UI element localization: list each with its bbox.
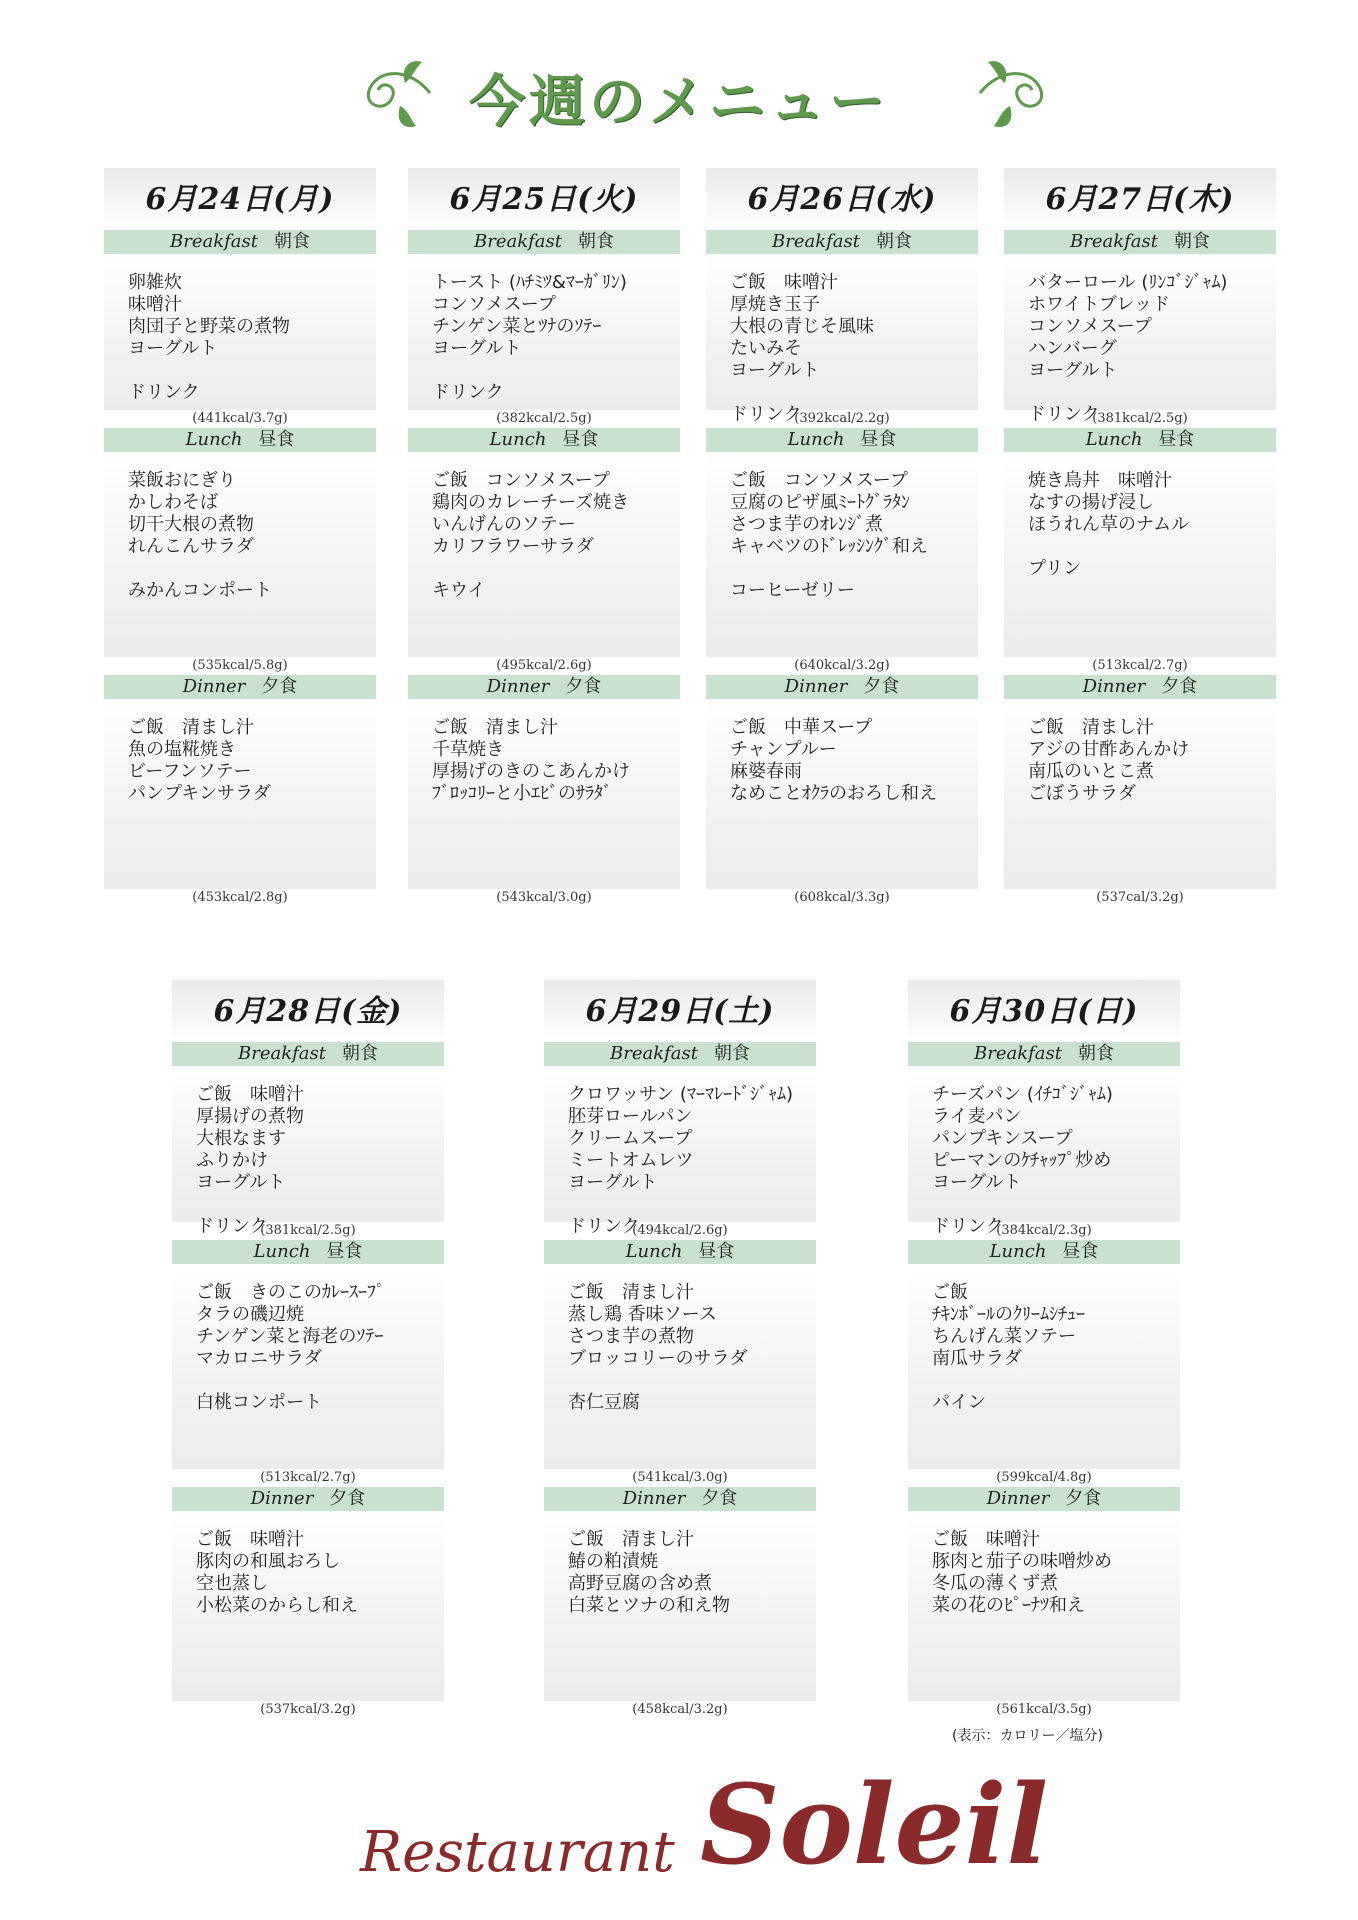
spacer bbox=[196, 1194, 444, 1216]
menu-item: ヨーグルト bbox=[1028, 360, 1118, 381]
menu-item: 麻婆春雨 bbox=[730, 761, 802, 782]
breakfast-header bbox=[908, 1042, 1180, 1066]
breakfast-label-en: Breakfast bbox=[772, 231, 860, 252]
menu-item: ドリンク bbox=[196, 1216, 268, 1237]
day-column bbox=[104, 168, 376, 907]
menu-item: 小松菜のからし和え bbox=[196, 1595, 358, 1616]
menu-item: トースト (ﾊﾁﾐﾂ&ﾏｰｶﾞﾘﾝ) bbox=[432, 272, 627, 293]
spacer bbox=[432, 360, 680, 382]
day-column bbox=[1004, 168, 1276, 907]
menu-item: コーヒーゼリー bbox=[730, 580, 855, 601]
day-column bbox=[908, 980, 1180, 1719]
menu-item: ヨーグルト bbox=[196, 1172, 286, 1193]
day-date: 6月27日(木) bbox=[1045, 182, 1235, 217]
menu-item: 菜の花のﾋﾟｰﾅﾂ和え bbox=[932, 1595, 1085, 1616]
lunch-nutrition: (495kcal/2.6g) bbox=[496, 658, 592, 673]
menu-item: ご飯 清まし汁 bbox=[568, 1282, 694, 1303]
breakfast-label-jp: 朝食 bbox=[342, 1043, 378, 1064]
lunch-nutrition: (599kcal/4.8g) bbox=[996, 1470, 1092, 1485]
dinner-nutrition: (453kcal/2.8g) bbox=[192, 890, 288, 905]
day-date: 6月29日(土) bbox=[585, 994, 775, 1029]
menu-item: アジの甘酢あんかけ bbox=[1028, 739, 1190, 760]
menu-item: ヨーグルト bbox=[568, 1172, 658, 1193]
dinner-body bbox=[908, 1511, 1180, 1701]
menu-item: パイン bbox=[932, 1392, 986, 1413]
breakfast-nutrition: (441kcal/3.7g) bbox=[192, 411, 288, 426]
day-date: 6月24日(月) bbox=[145, 182, 335, 217]
menu-item: チャンプルー bbox=[730, 739, 837, 760]
menu-item: ご飯 清まし汁 bbox=[128, 717, 254, 738]
day-header bbox=[908, 980, 1180, 1042]
lunch-label-jp: 昼食 bbox=[860, 429, 897, 450]
dinner-header bbox=[1004, 675, 1276, 699]
menu-item: 菜飯おにぎり bbox=[128, 470, 236, 491]
menu-item: 厚揚げの煮物 bbox=[196, 1106, 304, 1127]
lunch-header bbox=[1004, 428, 1276, 452]
restaurant-name: Soleil bbox=[700, 1760, 1049, 1889]
menu-item: ご飯 味噌汁 bbox=[730, 272, 838, 293]
lunch-label-jp: 昼食 bbox=[326, 1241, 363, 1262]
breakfast-nutrition: (384kcal/2.3g) bbox=[996, 1223, 1092, 1238]
menu-item: ご飯 味噌汁 bbox=[932, 1529, 1040, 1550]
menu-item: 豚肉の和風おろし bbox=[196, 1551, 340, 1572]
menu-item: マカロニサラダ bbox=[196, 1348, 322, 1369]
menu-item: 鶏肉のカレーチーズ焼き bbox=[432, 492, 630, 513]
spacer bbox=[128, 558, 376, 580]
dinner-header bbox=[544, 1487, 816, 1511]
menu-item: いんげんのソテー bbox=[432, 514, 576, 535]
menu-item: 焼き鳥丼 味噌汁 bbox=[1028, 470, 1172, 491]
breakfast-label-en: Breakfast bbox=[238, 1043, 326, 1064]
menu-item: ピーマンのｹﾁｬｯﾌﾟ炒め bbox=[932, 1150, 1112, 1171]
day-header bbox=[1004, 168, 1276, 230]
lunch-body bbox=[908, 1264, 1180, 1469]
menu-item: 南瓜サラダ bbox=[932, 1348, 1022, 1369]
menu-item: さつま芋のｵﾚﾝｼﾞ煮 bbox=[730, 514, 883, 535]
dinner-header bbox=[104, 675, 376, 699]
dinner-body bbox=[544, 1511, 816, 1701]
dinner-label-en: Dinner bbox=[250, 1488, 314, 1509]
breakfast-label-jp: 朝食 bbox=[714, 1043, 750, 1064]
spacer bbox=[1028, 382, 1276, 404]
menu-item: 豆腐のピザ風ﾐｰﾄｸﾞﾗﾀﾝ bbox=[730, 492, 910, 513]
breakfast-header bbox=[1004, 230, 1276, 254]
menu-item: たいみそ bbox=[730, 338, 802, 359]
dinner-label-jp: 夕食 bbox=[261, 676, 298, 697]
menu-item: 高野豆腐の含め煮 bbox=[568, 1573, 712, 1594]
spacer bbox=[568, 1370, 816, 1392]
lunch-header bbox=[172, 1240, 444, 1264]
lunch-label-en: Lunch bbox=[185, 429, 243, 450]
breakfast-nutrition: (381kcal/2.5g) bbox=[1092, 411, 1188, 426]
menu-item: ちんげん菜ソテー bbox=[932, 1326, 1076, 1347]
menu-item: コンソメスープ bbox=[1028, 316, 1152, 337]
menu-item: 白桃コンポート bbox=[196, 1392, 322, 1413]
menu-item: ご飯 清まし汁 bbox=[568, 1529, 694, 1550]
lunch-body bbox=[706, 452, 978, 657]
dinner-nutrition: (537cal/3.2g) bbox=[1096, 890, 1184, 905]
menu-item: ご飯 味噌汁 bbox=[196, 1529, 304, 1550]
menu-item: キャベツのﾄﾞﾚｯｼﾝｸﾞ和え bbox=[730, 536, 928, 557]
breakfast-nutrition: (382kcal/2.5g) bbox=[496, 411, 592, 426]
menu-item: 厚揚げのきのこあんかけ bbox=[432, 761, 630, 782]
lunch-body bbox=[408, 452, 680, 657]
menu-item: 千草焼き bbox=[432, 739, 504, 760]
day-column bbox=[706, 168, 978, 907]
lunch-nutrition: (640kcal/3.2g) bbox=[794, 658, 890, 673]
lunch-nutrition: (541kcal/3.0g) bbox=[632, 1470, 728, 1485]
menu-item: ドリンク bbox=[932, 1216, 1004, 1237]
spacer bbox=[128, 360, 376, 382]
dinner-label-en: Dinner bbox=[622, 1488, 686, 1509]
dinner-body bbox=[408, 699, 680, 889]
spacer bbox=[432, 558, 680, 580]
lunch-label-en: Lunch bbox=[787, 429, 845, 450]
menu-item: バターロール (ﾘﾝｺﾞｼﾞｬﾑ) bbox=[1028, 272, 1228, 293]
breakfast-label-en: Breakfast bbox=[610, 1043, 698, 1064]
dinner-body bbox=[104, 699, 376, 889]
breakfast-body bbox=[104, 254, 376, 410]
day-date: 6月25日(火) bbox=[449, 182, 639, 217]
breakfast-nutrition: (381kcal/2.5g) bbox=[260, 1223, 356, 1238]
dinner-label-jp: 夕食 bbox=[565, 676, 602, 697]
spacer bbox=[730, 558, 978, 580]
right-flourish-icon bbox=[970, 48, 1060, 138]
menu-item: 厚焼き玉子 bbox=[730, 294, 820, 315]
menu-item: 白菜とツナの和え物 bbox=[568, 1595, 730, 1616]
dinner-label-jp: 夕食 bbox=[1161, 676, 1198, 697]
spacer bbox=[730, 382, 978, 404]
menu-item: ドリンク bbox=[432, 382, 504, 403]
dinner-header bbox=[408, 675, 680, 699]
lunch-label-jp: 昼食 bbox=[698, 1241, 735, 1262]
menu-item: ライ麦パン bbox=[932, 1106, 1022, 1127]
dinner-label-en: Dinner bbox=[784, 676, 848, 697]
menu-item: ふりかけ bbox=[196, 1150, 268, 1171]
day-header bbox=[408, 168, 680, 230]
menu-item: ご飯 きのこのｶﾚｰｽｰﾌﾟ bbox=[196, 1282, 385, 1303]
menu-item: ﾌﾞﾛｯｺﾘｰと小ｴﾋﾞのｻﾗﾀﾞ bbox=[432, 783, 612, 804]
day-header bbox=[544, 980, 816, 1042]
dinner-nutrition: (561kcal/3.5g) bbox=[996, 1702, 1092, 1717]
menu-item: 豚肉と茄子の味噌炒め bbox=[932, 1551, 1112, 1572]
day-date: 6月26日(水) bbox=[747, 182, 937, 217]
menu-item: チンゲン菜とﾂﾅのｿﾃｰ bbox=[432, 316, 602, 337]
menu-item: ご飯 中華スープ bbox=[730, 717, 873, 738]
menu-item: ご飯 清まし汁 bbox=[1028, 717, 1154, 738]
breakfast-header bbox=[408, 230, 680, 254]
menu-item: かしわそば bbox=[128, 492, 218, 513]
menu-item: クロワッサン (ﾏｰﾏﾚｰﾄﾞｼﾞｬﾑ) bbox=[568, 1084, 793, 1105]
menu-item: 蒸し鶏 香味ソース bbox=[568, 1304, 717, 1325]
day-header bbox=[104, 168, 376, 230]
menu-item: チーズパン (ｲﾁｺﾞｼﾞｬﾑ) bbox=[932, 1084, 1113, 1105]
lunch-body bbox=[1004, 452, 1276, 657]
menu-item: ごぼうサラダ bbox=[1028, 783, 1136, 804]
menu-item: 魚の塩糀焼き bbox=[128, 739, 236, 760]
menu-item: ご飯 bbox=[932, 1282, 968, 1303]
lunch-header bbox=[104, 428, 376, 452]
menu-item: ご飯 コンソメスープ bbox=[432, 470, 610, 491]
menu-item: ドリンク bbox=[568, 1216, 640, 1237]
dinner-label-jp: 夕食 bbox=[863, 676, 900, 697]
dinner-header bbox=[706, 675, 978, 699]
dinner-label-jp: 夕食 bbox=[329, 1488, 366, 1509]
menu-item: みかんコンポート bbox=[128, 580, 272, 601]
menu-item: ヨーグルト bbox=[730, 360, 820, 381]
menu-item: プリン bbox=[1028, 558, 1082, 579]
dinner-header bbox=[172, 1487, 444, 1511]
breakfast-header bbox=[172, 1042, 444, 1066]
menu-item: ご飯 味噌汁 bbox=[196, 1084, 304, 1105]
legend-note: (表示：カロリー／塩分) bbox=[952, 1728, 1103, 1744]
day-column bbox=[544, 980, 816, 1719]
dinner-nutrition: (608kcal/3.3g) bbox=[794, 890, 890, 905]
menu-item: タラの磯辺焼 bbox=[196, 1304, 304, 1325]
menu-item: ドリンク bbox=[730, 404, 802, 425]
day-column bbox=[408, 168, 680, 907]
breakfast-label-en: Breakfast bbox=[974, 1043, 1062, 1064]
menu-item: ブロッコリーのサラダ bbox=[568, 1348, 748, 1369]
breakfast-nutrition: (494kcal/2.6g) bbox=[632, 1223, 728, 1238]
menu-item: 切干大根の煮物 bbox=[128, 514, 254, 535]
dinner-label-en: Dinner bbox=[182, 676, 246, 697]
spacer bbox=[932, 1194, 1180, 1216]
menu-item: カリフラワーサラダ bbox=[432, 536, 594, 557]
menu-item: パンプキンスープ bbox=[932, 1128, 1073, 1149]
breakfast-label-en: Breakfast bbox=[170, 231, 258, 252]
menu-item: なすの揚げ浸し bbox=[1028, 492, 1154, 513]
footer-brand bbox=[0, 1752, 1358, 1902]
dinner-label-en: Dinner bbox=[486, 676, 550, 697]
menu-item: れんこんサラダ bbox=[128, 536, 254, 557]
lunch-body bbox=[172, 1264, 444, 1469]
dinner-label-jp: 夕食 bbox=[701, 1488, 738, 1509]
menu-item: 南瓜のいとこ煮 bbox=[1028, 761, 1154, 782]
menu-item: ドリンク bbox=[128, 382, 200, 403]
menu-item: ミートオムレツ bbox=[568, 1150, 694, 1171]
breakfast-label-jp: 朝食 bbox=[876, 231, 912, 252]
lunch-body bbox=[544, 1264, 816, 1469]
breakfast-label-jp: 朝食 bbox=[1078, 1043, 1114, 1064]
day-header bbox=[706, 168, 978, 230]
lunch-nutrition: (535kcal/5.8g) bbox=[192, 658, 288, 673]
menu-item: ヨーグルト bbox=[128, 338, 218, 359]
menu-item: 鰆の粕漬焼 bbox=[568, 1551, 658, 1572]
lunch-nutrition: (513kcal/2.7g) bbox=[1092, 658, 1188, 673]
lunch-label-en: Lunch bbox=[989, 1241, 1047, 1262]
lunch-label-en: Lunch bbox=[489, 429, 547, 450]
breakfast-header bbox=[544, 1042, 816, 1066]
breakfast-label-jp: 朝食 bbox=[578, 231, 614, 252]
day-date: 6月30日(日) bbox=[949, 994, 1139, 1029]
day-date: 6月28日(金) bbox=[213, 994, 403, 1029]
menu-item: コンソメスープ bbox=[432, 294, 556, 315]
lunch-label-en: Lunch bbox=[625, 1241, 683, 1262]
menu-item: キウイ bbox=[432, 580, 486, 601]
breakfast-label-en: Breakfast bbox=[474, 231, 562, 252]
day-column bbox=[172, 980, 444, 1719]
menu-item: なめことｵｸﾗのおろし和え bbox=[730, 783, 937, 804]
spacer bbox=[568, 1194, 816, 1216]
dinner-nutrition: (458kcal/3.2g) bbox=[632, 1702, 728, 1717]
breakfast-body bbox=[408, 254, 680, 410]
lunch-label-jp: 昼食 bbox=[1158, 429, 1195, 450]
lunch-nutrition: (513kcal/2.7g) bbox=[260, 1470, 356, 1485]
menu-item: 空也蒸し bbox=[196, 1573, 268, 1594]
lunch-header bbox=[706, 428, 978, 452]
title-row bbox=[0, 48, 1358, 138]
dinner-label-en: Dinner bbox=[986, 1488, 1050, 1509]
lunch-header bbox=[544, 1240, 816, 1264]
menu-item: さつま芋の煮物 bbox=[568, 1326, 694, 1347]
menu-item: ヨーグルト bbox=[932, 1172, 1022, 1193]
spacer bbox=[1028, 536, 1276, 558]
menu-item: ドリンク bbox=[1028, 404, 1100, 425]
page-title: 今週のメニュー bbox=[469, 69, 889, 135]
lunch-label-jp: 昼食 bbox=[1062, 1241, 1099, 1262]
dinner-header bbox=[908, 1487, 1180, 1511]
breakfast-header bbox=[104, 230, 376, 254]
breakfast-label-jp: 朝食 bbox=[1174, 231, 1210, 252]
menu-item: ビーフンソテー bbox=[128, 761, 252, 782]
menu-item: ホワイトブレッド bbox=[1028, 294, 1171, 315]
dinner-body bbox=[706, 699, 978, 889]
restaurant-label: Restaurant bbox=[360, 1820, 675, 1885]
lunch-header bbox=[408, 428, 680, 452]
dinner-label-en: Dinner bbox=[1082, 676, 1146, 697]
day-header bbox=[172, 980, 444, 1042]
lunch-label-en: Lunch bbox=[1085, 429, 1143, 450]
menu-item: 卵雑炊 bbox=[128, 272, 182, 293]
menu-item: ハンバーグ bbox=[1028, 338, 1117, 359]
breakfast-label-jp: 朝食 bbox=[274, 231, 310, 252]
menu-item: 味噌汁 bbox=[128, 294, 182, 315]
breakfast-header bbox=[706, 230, 978, 254]
breakfast-label-en: Breakfast bbox=[1070, 231, 1158, 252]
menu-item: ご飯 コンソメスープ bbox=[730, 470, 908, 491]
menu-item: 杏仁豆腐 bbox=[568, 1392, 640, 1413]
spacer bbox=[196, 1370, 444, 1392]
menu-item: ヨーグルト bbox=[432, 338, 522, 359]
menu-item: 胚芽ロールパン bbox=[568, 1106, 693, 1127]
spacer bbox=[932, 1370, 1180, 1392]
dinner-nutrition: (537kcal/3.2g) bbox=[260, 1702, 356, 1717]
lunch-label-en: Lunch bbox=[253, 1241, 311, 1262]
menu-item: ﾁｷﾝﾎﾞｰﾙのｸﾘｰﾑｼﾁｭｰ bbox=[932, 1304, 1085, 1325]
menu-item: 大根の青じそ風味 bbox=[730, 316, 874, 337]
menu-item: 大根なます bbox=[196, 1128, 286, 1149]
breakfast-nutrition: (392kcal/2.2g) bbox=[794, 411, 890, 426]
menu-item: チンゲン菜と海老のｿﾃｰ bbox=[196, 1326, 384, 1347]
dinner-label-jp: 夕食 bbox=[1065, 1488, 1102, 1509]
lunch-body bbox=[104, 452, 376, 657]
lunch-label-jp: 昼食 bbox=[562, 429, 599, 450]
dinner-nutrition: (543kcal/3.0g) bbox=[496, 890, 592, 905]
menu-item: 冬瓜の薄くず煮 bbox=[932, 1573, 1058, 1594]
dinner-body bbox=[1004, 699, 1276, 889]
lunch-header bbox=[908, 1240, 1180, 1264]
menu-item: クリームスープ bbox=[568, 1128, 693, 1149]
menu-item: 肉団子と野菜の煮物 bbox=[128, 316, 290, 337]
lunch-label-jp: 昼食 bbox=[258, 429, 295, 450]
menu-item: パンプキンサラダ bbox=[128, 783, 271, 804]
menu-item: ご飯 清まし汁 bbox=[432, 717, 558, 738]
dinner-body bbox=[172, 1511, 444, 1701]
menu-item: ほうれん草のナムル bbox=[1028, 514, 1190, 535]
